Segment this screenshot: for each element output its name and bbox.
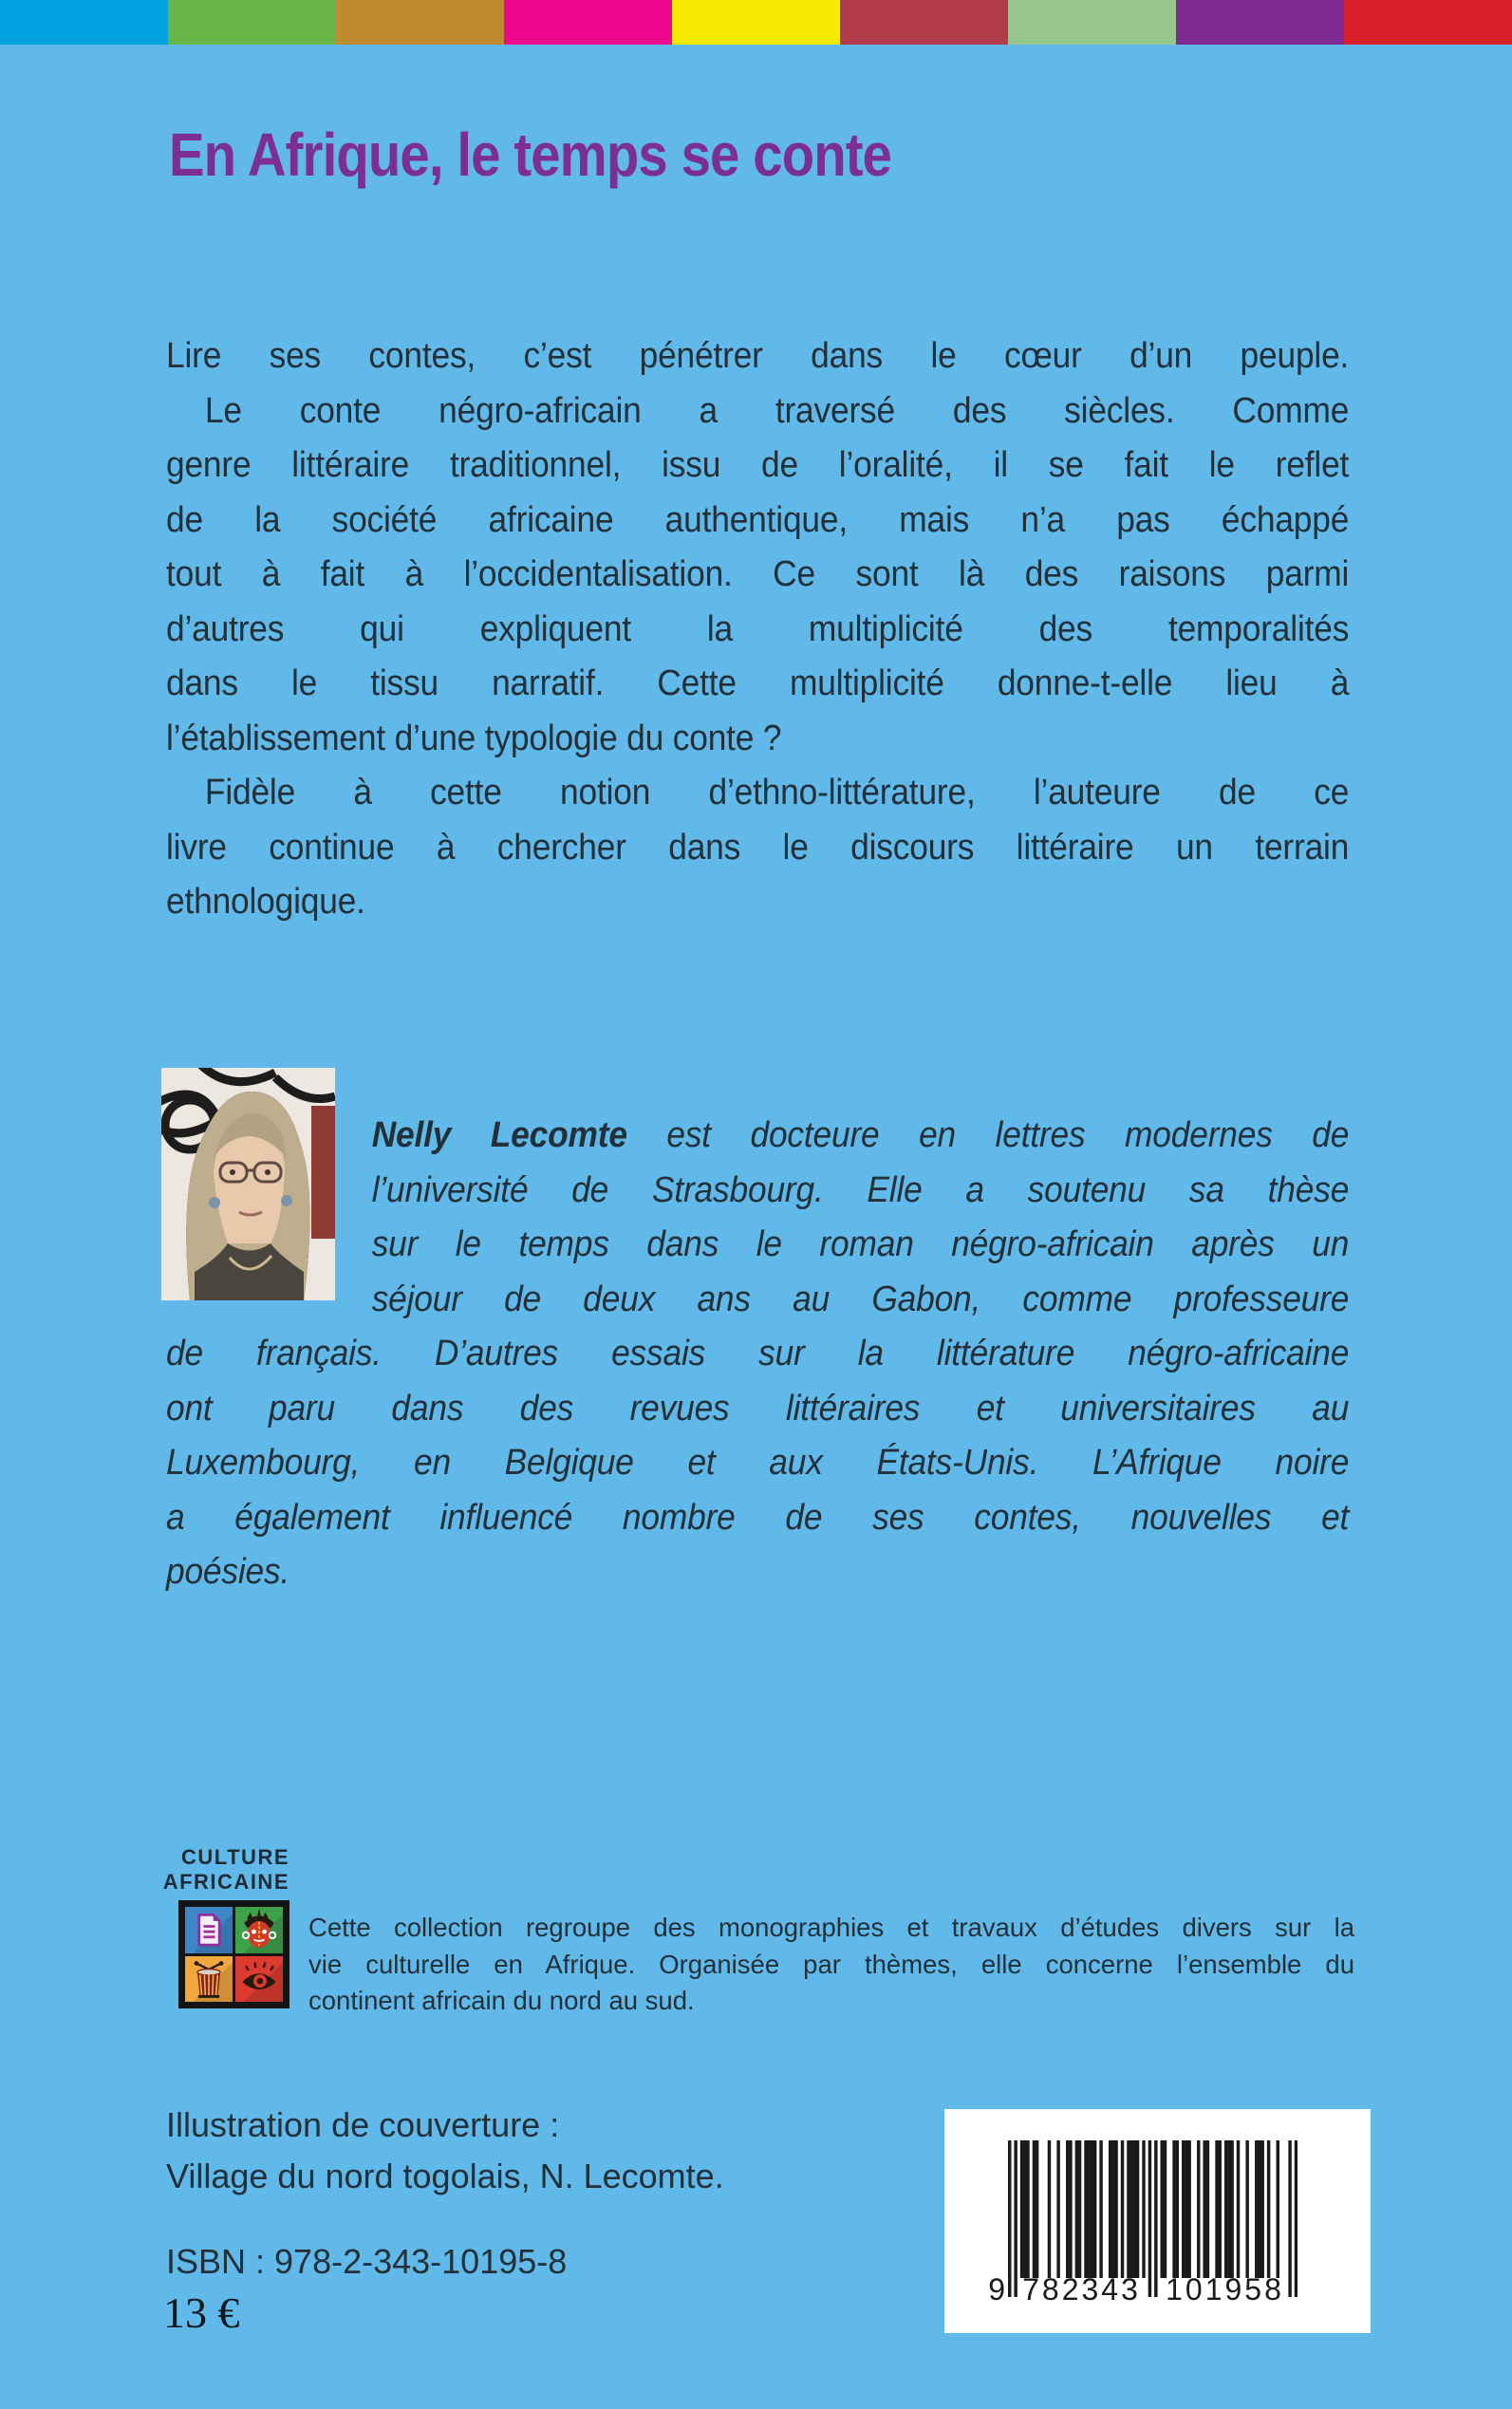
collection-line: vie culturelle en Afrique. Organisée par thèmes, elle concerne l’ensemble du — [308, 1949, 1354, 1979]
barcode-digit-group: 782343 — [1022, 2272, 1141, 2306]
bio-line-text: est docteure en lettres modernes de — [626, 1115, 1350, 1155]
author-name: Nelly Lecomte — [371, 1115, 627, 1155]
synopsis-line: livre continue à chercher dans le discours littéraire un terrain — [166, 827, 1350, 868]
credit-line: Illustration de couverture : — [166, 2105, 560, 2144]
photo-float-spacer — [166, 1109, 340, 1300]
collection-logo — [178, 1900, 289, 2008]
color-stripe-segment — [168, 0, 336, 45]
drum-icon — [185, 1956, 233, 2003]
color-stripe — [0, 0, 1512, 45]
color-stripe-segment — [336, 0, 504, 45]
bio-line — [166, 1109, 1349, 1164]
bio-line: ont paru dans des revues littéraires et universitaires au — [166, 1388, 1350, 1429]
color-stripe-segment — [0, 0, 168, 45]
isbn-text: ISBN : 978-2-343-10195-8 — [166, 2242, 568, 2281]
author-bio — [166, 1109, 1349, 1600]
color-stripe-segment — [672, 0, 840, 45]
synopsis-line: Lire ses contes, c’est pénétrer dans le cœur d’un peuple. — [166, 336, 1350, 376]
collection-logo-grid — [185, 1907, 283, 2002]
synopsis-line: de la société africaine authentique, mais n’a pas échappé — [166, 499, 1350, 540]
synopsis-line: l’établissement d’une typologie du conte ? — [166, 718, 782, 758]
bio-line: séjour de deux ans au Gabon, comme professeure — [371, 1279, 1350, 1319]
synopsis — [166, 329, 1349, 930]
book-title: En Afrique, le temps se conte — [169, 121, 892, 189]
collection-line: Cette collection regroupe des monographies et travaux d’études divers sur la — [308, 1913, 1354, 1942]
synopsis-line: dans le tissu narratif. Cette multiplicité donne-t-elle lieu à — [166, 663, 1350, 703]
synopsis-line: d’autres qui expliquent la multiplicité des temporalités — [166, 608, 1350, 649]
bio-line: poésies. — [166, 1552, 290, 1592]
collection-label — [100, 1845, 289, 1895]
bio-line: Luxembourg, en Belgique et aux États-Unis. L’Afrique noire — [166, 1443, 1350, 1483]
synopsis-line: Le conte négro-africain a traversé des siècles. Comme — [204, 390, 1350, 431]
barcode-digit-lead: 9 — [988, 2272, 1005, 2306]
color-stripe-segment — [840, 0, 1008, 45]
mask-icon — [235, 1907, 283, 1953]
bio-line: l’université de Strasbourg. Elle a soutenu sa thèse — [371, 1169, 1350, 1210]
barcode — [944, 2109, 1371, 2333]
color-stripe-segment — [1176, 0, 1344, 45]
bio-line: sur le temps dans le roman négro-africain après un — [371, 1224, 1350, 1264]
collection-line: continent africain du nord au sud. — [308, 1986, 695, 2015]
synopsis-line: ethnologique. — [166, 882, 365, 922]
color-stripe-segment — [504, 0, 672, 45]
collection-label-line: CULTURE — [181, 1845, 289, 1869]
price-text: 13 € — [163, 2288, 240, 2337]
color-stripe-segment — [1344, 0, 1512, 45]
eye-icon — [235, 1956, 283, 2003]
color-stripe-segment — [1008, 0, 1176, 45]
synopsis-line: Fidèle à cette notion d’ethno-littérature, l’auteure de ce — [204, 773, 1350, 812]
document-icon — [185, 1907, 233, 1953]
bio-line: a également influencé nombre de ses contes, nouvelles et — [166, 1497, 1350, 1538]
cover-illustration-credit — [166, 2100, 724, 2202]
credit-line: Village du nord togolais, N. Lecomte. — [166, 2157, 724, 2195]
synopsis-line: tout à fait à l’occidentalisation. Ce sont là des raisons parmi — [166, 554, 1350, 594]
barcode-digit-group: 101958 — [1166, 2272, 1284, 2306]
collection-description — [308, 1910, 1354, 2020]
synopsis-line: genre littéraire traditionnel, issu de l’oralité, il se fait le reflet — [166, 445, 1350, 485]
bio-line: de français. D’autres essais sur la littérature négro-africaine — [166, 1334, 1350, 1373]
collection-label-line: AFRICAINE — [162, 1870, 289, 1894]
